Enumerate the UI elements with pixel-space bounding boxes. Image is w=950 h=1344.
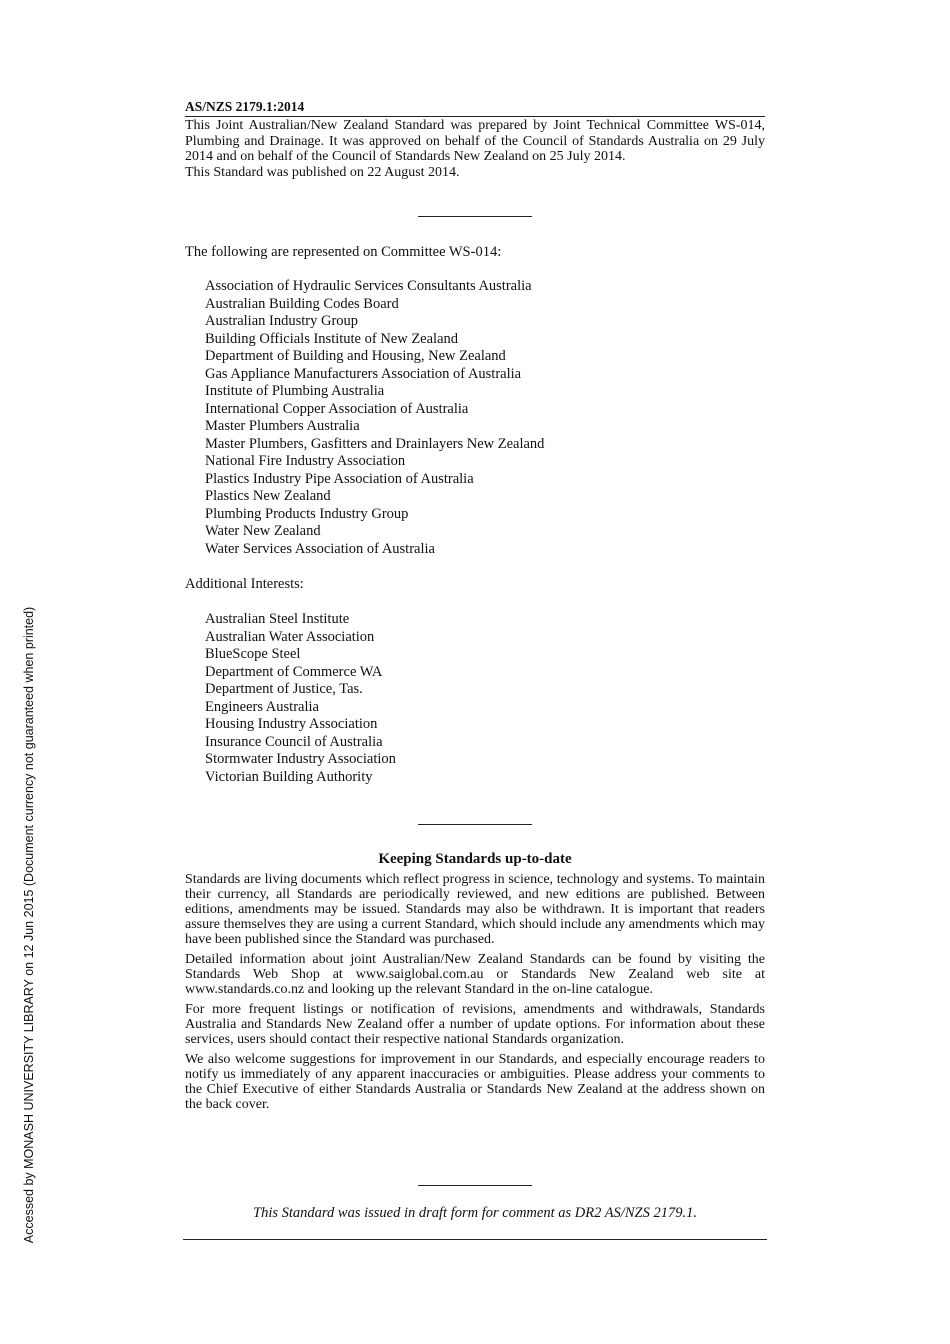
body-paragraph: We also welcome suggestions for improvement in our Standards, and especially encourage readers to notify us immediately of any apparent inaccuracies or ambiguities. Please address your comments to the Chief Executive of either Standards Australia or Standards New Zealand at the address shown on the back cover. (185, 1052, 765, 1112)
body-paragraph: Detailed information about joint Australian/New Zealand Standards can be found by visiting the Standards Web Shop at www.saiglobal.com.au or Standards New Zealand web site at www.standards.co.nz and looking up the relevant Standard in the on-line catalogue. (185, 952, 765, 997)
committee-member-list (205, 278, 544, 558)
list-item: Department of Building and Housing, New Zealand (205, 348, 506, 364)
list-item: Australian Industry Group (205, 313, 359, 329)
list-item: BlueScope Steel (205, 646, 301, 662)
list-item: Engineers Australia (205, 698, 319, 715)
list-item: Building Officials Institute of New Zealand (205, 330, 459, 347)
list-item: Gas Appliance Manufacturers Association of Australia (205, 365, 522, 382)
access-watermark: Accessed by MONASH UNIVERSITY LIBRARY on 12 Jun 2015 (Document currency not guaranteed when printed) (22, 606, 36, 1244)
list-item: Department of Commerce WA (205, 663, 383, 680)
list-item: Department of Justice, Tas. (205, 681, 363, 697)
additional-interests-list (205, 611, 396, 786)
standard-code: AS/NZS 2179.1:2014 (185, 99, 765, 117)
list-item: Australian Water Association (205, 628, 375, 645)
list-item: Housing Industry Association (205, 716, 378, 732)
section-divider (418, 1185, 532, 1186)
approval-paragraph: This Joint Australian/New Zealand Standard was prepared by Joint Technical Committee WS-014, Plumbing and Drainage. It was approved on behalf of the Council of Standards Australia on 29 July 2014 and on behalf of the Council of Standards New Zealand on 25 July 2014. (185, 118, 765, 164)
list-item: Master Plumbers Australia (205, 418, 360, 434)
list-item: Water Services Association of Australia (205, 540, 435, 557)
list-item: International Copper Association of Australia (205, 400, 469, 417)
list-item: Plastics New Zealand (205, 488, 331, 504)
draft-footnote: This Standard was issued in draft form for comment as DR2 AS/NZS 2179.1. (253, 1205, 697, 1221)
body-paragraph: For more frequent listings or notification of revisions, amendments and withdrawals, Standards Australia and Standards New Zealand offer a number of update options. For information about these services, users should contact their respective national Standards organization. (185, 1002, 765, 1047)
list-item: Stormwater Industry Association (205, 751, 396, 767)
section-divider (418, 216, 532, 217)
list-item: Institute of Plumbing Australia (205, 383, 385, 399)
keeping-up-to-date-heading: Keeping Standards up-to-date (378, 851, 572, 867)
section-divider (418, 824, 532, 825)
list-item: Insurance Council of Australia (205, 733, 383, 750)
body-paragraph: Standards are living documents which reflect progress in science, technology and systems. To maintain their currency, all Standards are periodically reviewed, and new editions are published. Between editions, amendments may be issued. Standards may also be withdrawn. It is important that readers assure themselves they are using a current Standard, which should include any amendments which may have been published since the Standard was purchased. (185, 872, 765, 947)
additional-interests-label: Additional Interests: (185, 576, 304, 592)
list-item: Master Plumbers, Gasfitters and Drainlayers New Zealand (205, 435, 545, 452)
list-item: National Fire Industry Association (205, 453, 406, 469)
list-item: Association of Hydraulic Services Consultants Australia (205, 278, 532, 294)
page-bottom-rule (183, 1239, 767, 1240)
list-item: Plumbing Products Industry Group (205, 505, 409, 522)
keeping-up-to-date-body (185, 872, 765, 1117)
list-item: Plastics Industry Pipe Association of Australia (205, 470, 474, 487)
publication-date-paragraph: This Standard was published on 22 August 2014. (185, 164, 460, 180)
committee-intro: The following are represented on Committee WS-014: (185, 244, 502, 260)
list-item: Victorian Building Authority (205, 768, 373, 785)
list-item: Water New Zealand (205, 523, 321, 539)
list-item: Australian Steel Institute (205, 611, 350, 627)
list-item: Australian Building Codes Board (205, 295, 399, 312)
approval-statement (185, 118, 765, 180)
